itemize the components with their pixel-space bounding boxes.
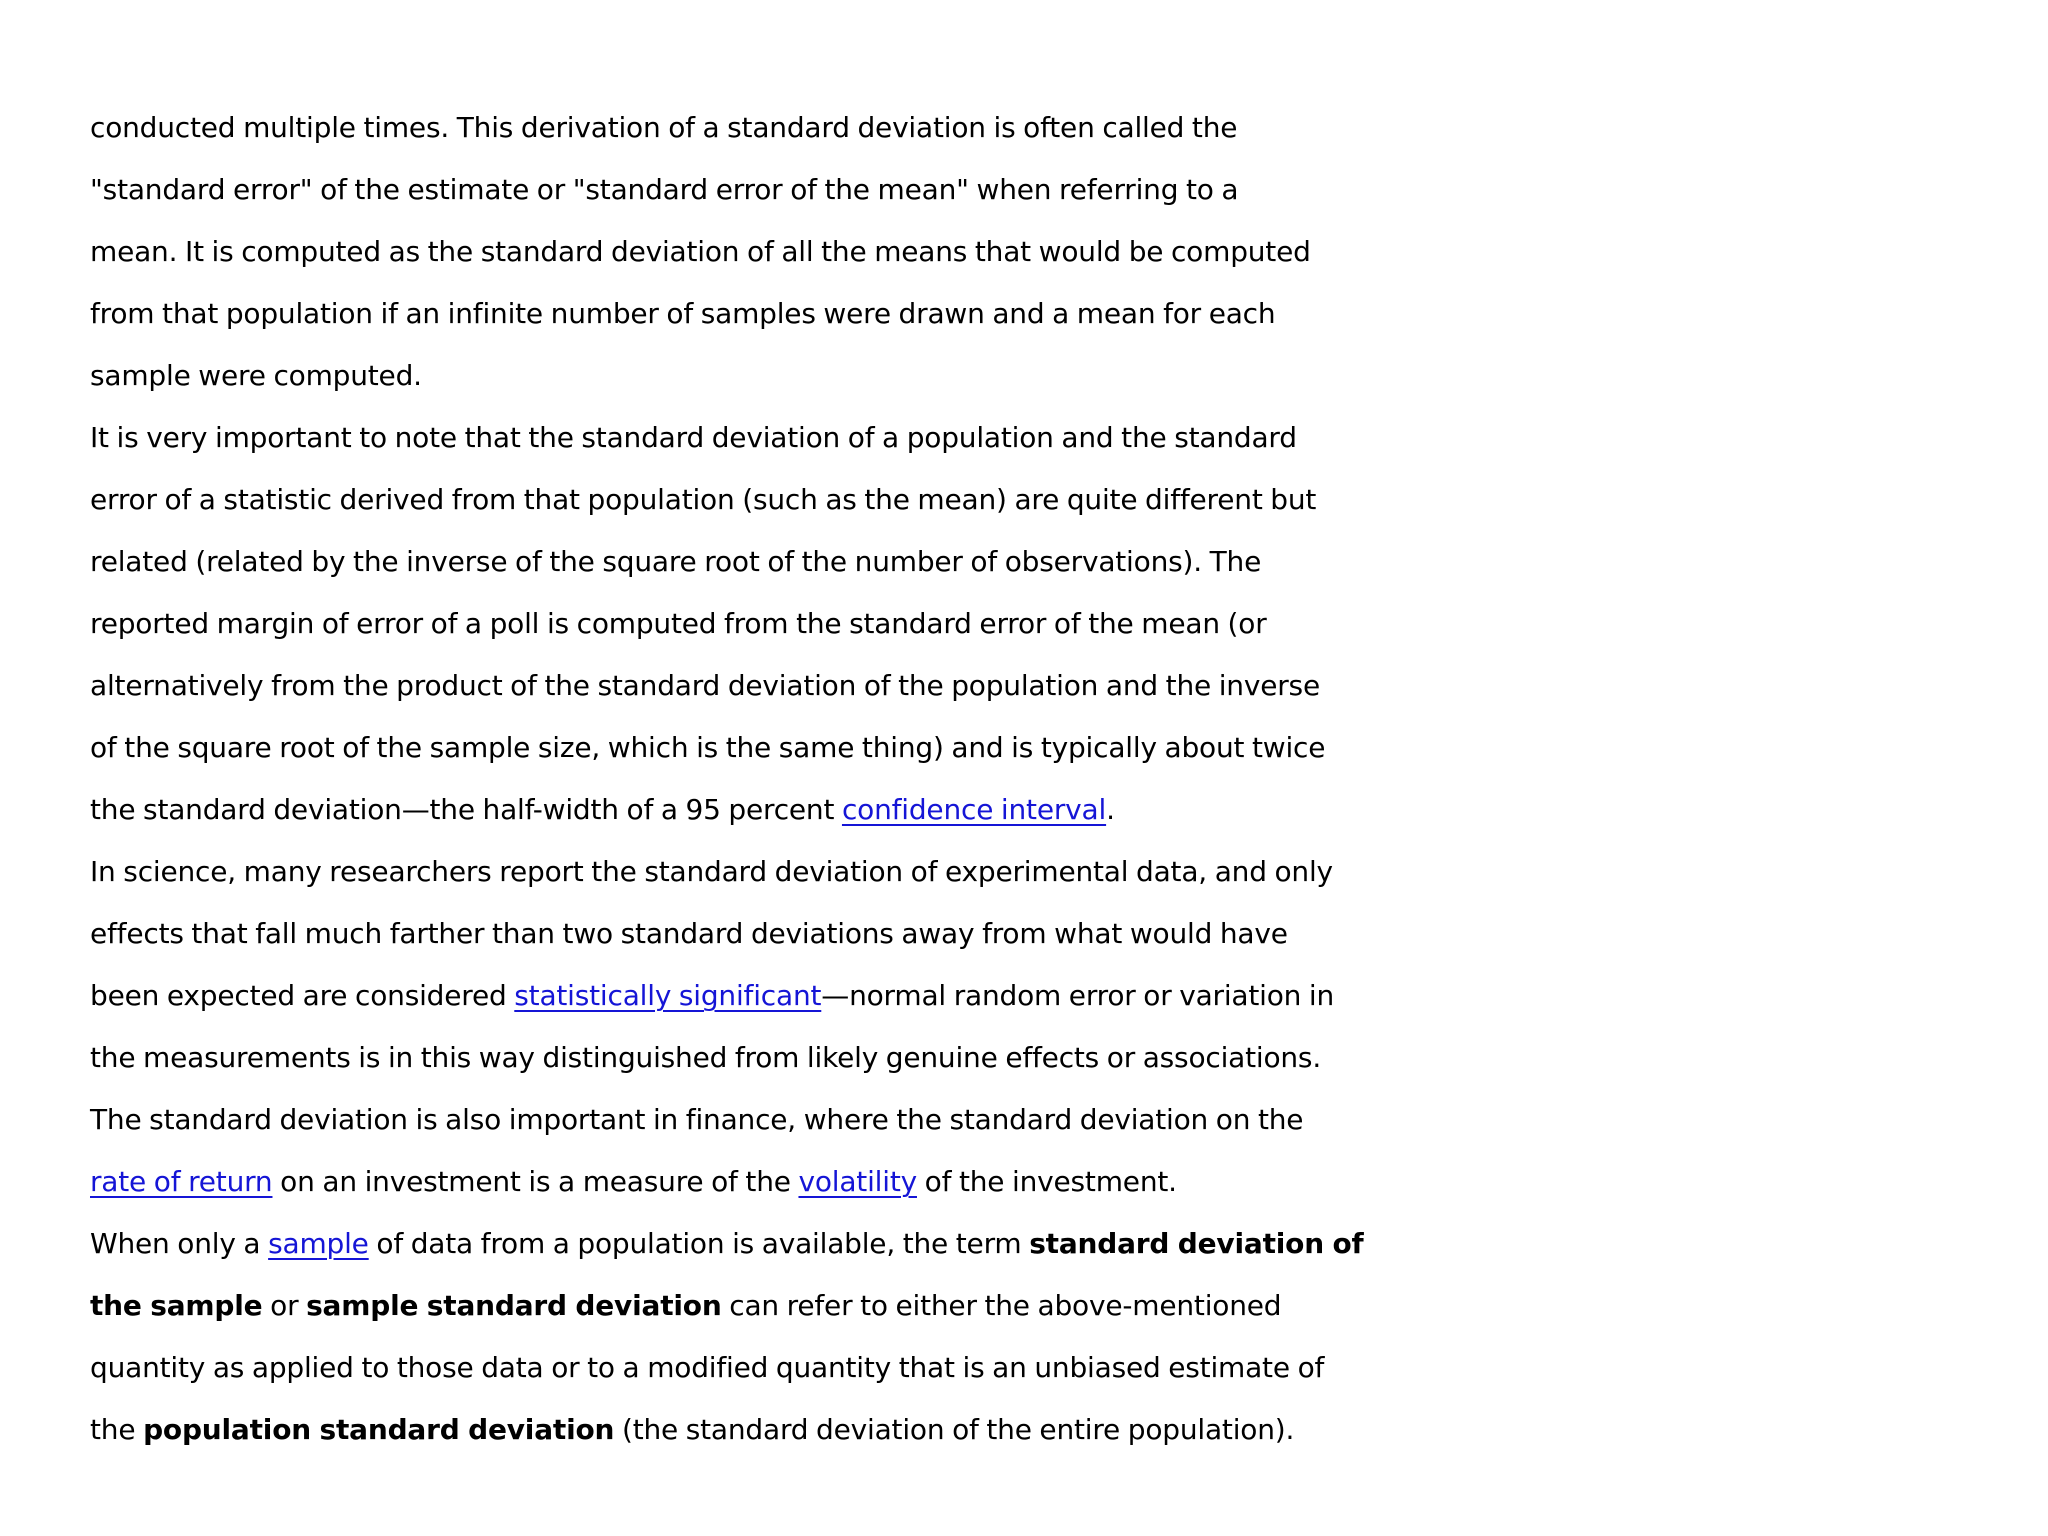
text-line bbox=[90, 345, 2030, 407]
text-line bbox=[90, 717, 2030, 779]
text-line bbox=[90, 407, 2030, 469]
text-run: been expected are considered bbox=[90, 979, 515, 1012]
bold-term: sample standard deviation bbox=[306, 1289, 722, 1322]
text-line bbox=[90, 159, 2030, 221]
bold-term: population standard deviation bbox=[143, 1413, 615, 1446]
link-confidence-interval[interactable]: confidence interval bbox=[841, 793, 1107, 826]
text-run: "standard error" of the estimate or "standard error of the mean" when referring to a bbox=[90, 173, 1239, 206]
text-run: (the standard deviation of the entire population). bbox=[614, 1413, 1295, 1446]
text-run: the bbox=[90, 1413, 144, 1446]
link-sample[interactable]: sample bbox=[268, 1227, 369, 1260]
text-run: The standard deviation is also important in finance, where the standard deviation on the bbox=[90, 1103, 1304, 1136]
text-run: of the investment. bbox=[916, 1165, 1177, 1198]
text-line bbox=[90, 1275, 2030, 1337]
bold-term: the sample bbox=[90, 1289, 263, 1322]
text-run: of the square root of the sample size, which is the same thing) and is typically about twice bbox=[90, 731, 1326, 764]
text-run: from that population if an infinite number of samples were drawn and a mean for each bbox=[90, 297, 1276, 330]
text-run: can refer to either the above-mentioned bbox=[721, 1289, 1282, 1322]
text-line bbox=[90, 779, 2030, 841]
text-line bbox=[90, 1399, 2030, 1461]
text-run: In science, many researchers report the standard deviation of experimental data, and only bbox=[90, 855, 1333, 888]
text-run: It is very important to note that the standard deviation of a population and the standard bbox=[90, 421, 1297, 454]
text-run: the measurements is in this way distinguished from likely genuine effects or associations. bbox=[90, 1041, 1322, 1074]
text-line bbox=[90, 1027, 2030, 1089]
text-run: . bbox=[1106, 793, 1115, 826]
paragraph bbox=[90, 1089, 2030, 1213]
paragraph bbox=[90, 407, 2030, 841]
text-run: reported margin of error of a poll is computed from the standard error of the mean (or bbox=[90, 607, 1267, 640]
text-line bbox=[90, 1213, 2030, 1275]
paragraph bbox=[90, 97, 2030, 407]
text-line bbox=[90, 1089, 2030, 1151]
text-line bbox=[90, 1337, 2030, 1399]
bold-term: standard deviation of bbox=[1029, 1227, 1364, 1260]
text-run: related (related by the inverse of the square root of the number of observations). The bbox=[90, 545, 1262, 578]
text-line bbox=[90, 283, 2030, 345]
text-run: alternatively from the product of the standard deviation of the population and the inverse bbox=[90, 669, 1320, 702]
text-run: quantity as applied to those data or to a modified quantity that is an unbiased estimate of bbox=[90, 1351, 1325, 1384]
link-volatility[interactable]: volatility bbox=[798, 1165, 917, 1198]
text-line bbox=[90, 903, 2030, 965]
text-line bbox=[90, 531, 2030, 593]
text-run: effects that fall much farther than two standard deviations away from what would have bbox=[90, 917, 1288, 950]
text-line bbox=[90, 469, 2030, 531]
slide-body bbox=[90, 97, 2030, 1461]
text-run: of data from a population is available, the term bbox=[368, 1227, 1030, 1260]
text-line bbox=[90, 965, 2030, 1027]
text-run: on an investment is a measure of the bbox=[272, 1165, 799, 1198]
paragraph bbox=[90, 841, 2030, 1089]
text-run: mean. It is computed as the standard deviation of all the means that would be computed bbox=[90, 235, 1311, 268]
text-run: —normal random error or variation in bbox=[821, 979, 1335, 1012]
text-line bbox=[90, 221, 2030, 283]
text-line bbox=[90, 655, 2030, 717]
text-line bbox=[90, 841, 2030, 903]
text-line bbox=[90, 97, 2030, 159]
text-run: conducted multiple times. This derivation of a standard deviation is often called the bbox=[90, 111, 1238, 144]
text-run: the standard deviation—the half-width of a 95 percent bbox=[90, 793, 842, 826]
text-line bbox=[90, 1151, 2030, 1213]
text-line bbox=[90, 593, 2030, 655]
text-run: sample were computed. bbox=[90, 359, 422, 392]
paragraph bbox=[90, 1213, 2030, 1461]
link-rate-of-return[interactable]: rate of return bbox=[90, 1165, 273, 1198]
link-statistically-significant[interactable]: statistically significant bbox=[514, 979, 822, 1012]
text-run: error of a statistic derived from that population (such as the mean) are quite different but bbox=[90, 483, 1317, 516]
text-run: or bbox=[262, 1289, 307, 1322]
text-run: When only a bbox=[90, 1227, 269, 1260]
